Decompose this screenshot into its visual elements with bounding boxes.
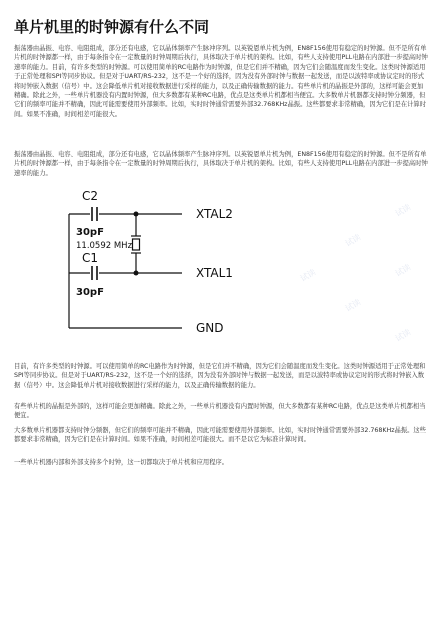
paragraph-rc-clock: 目前，有许多类型的时钟源。可以使用简单的RC电路作为时钟源，但是它们并不精确，因为它们会随温度而发生变化。这类时钟源适用于正常处理和SPI等同步协议。但是对于UART/RS-232，这不是一个好的选择，因为没有外部时钟与数据一起发送，而是以波特率或协议定时的形式将时钟嵌入数据（信号）中。这会降低单片机对接收数据进行采样的能力，以及正确传输数据的能力。 [14, 363, 426, 389]
c1-label: C1 [82, 251, 99, 265]
c1-value: 30pF [76, 287, 104, 298]
crystal-body [133, 239, 140, 250]
watermark: 试读 [393, 262, 413, 279]
watermark: 试读 [343, 297, 363, 314]
gnd-label: GND [196, 321, 224, 335]
c2-label: C2 [82, 189, 99, 203]
paragraph-clock-divider: 大多数单片机器都支持时钟分频器，但它们的频率可能并不精确，因此可能需要使用外部频率。比如，实时时钟通常需要外部32.768KHz晶振。这些都要求非常精确，因为它们是在计算时间。如果不准确，时间相差可能很大。而不是以它为标准计算时间。 [14, 427, 427, 444]
watermark: 试读 [393, 202, 413, 219]
watermark: 试读 [298, 267, 318, 284]
crystal-oscillator-circuit [14, 180, 434, 360]
paragraph-multiple-clocks: 一些单片机器内部和外部支持多个时钟，这一切都取决于单片机和应用程序。 [14, 459, 229, 466]
node-bottom [134, 271, 139, 276]
c2-value: 30pF [76, 227, 104, 238]
paragraph-external-crystal: 有些单片机的晶振是外部的，这样可能会更加精确。除此之外，一些单片机器没有内置时钟源，但大多数都有某种RC电路，优点是这类单片机都相当便宜。 [14, 403, 426, 420]
watermark: 试读 [343, 232, 363, 249]
watermark: 试读 [393, 327, 413, 344]
paragraph-summary: 振荡器由晶振、电容、电阻组成，部分还有电感，它以晶体频率产生脉冲序列。以英锐恩单片机为例，EN8F156使用有稳定的时钟源。但不是所有单片机的时钟源都一样，由于每条指令在一定数量的时钟周期后执行，具体取决于单片机的架构。比如，有些人支持使用PLL电路在内部进一步提高时钟速率的能力。目前，有许多类型的时钟源。可以使用简单的RC电路作为时钟源，但是它们并不精确，因为它们会随温度而发生变化。这类时钟源适用于正常处理和SPI等同步协议。但是对于UART/RS-232，这不是一个好的选择，因为没有外部时钟与数据一起发送，而是以波特率或协议定时的形式将时钟嵌入数据（信号）中。这会降低单片机对接收数据进行采样的能力，以及正确传输数据的能力。有些单片机的晶振是外部的，这样可能会更加精确。除此之外，一些单片机器没有内置时钟源，但大多数都有某种RC电路，优点是这类单片机都相当便宜。大多数单片机器都支持时钟分频器，但它们的频率可能并不精确，因此可能需要使用外部频率。比如，实时时钟通常需要外部32.768KHz晶振。这些都要求非常精确，因为它们是在计算时间。如果不准确，时间相差可能很大。 [14, 45, 428, 118]
xtal1-label: XTAL1 [196, 266, 233, 280]
paragraph-oscillator: 振荡器由晶振、电容、电阻组成，部分还有电感，它以晶体频率产生脉冲序列。以英锐恩单片机为例，EN8F156使用有稳定的时钟源。但不是所有单片机的时钟源都一样，由于每条指令在一定数量的时钟周期后执行，具体取决于单片机的架构。比如，有些人支持使用PLL电路在内部进一步提高时钟速率的能力。 [14, 151, 428, 177]
crystal-frequency: 11.0592 MHz [76, 241, 133, 251]
xtal2-label: XTAL2 [196, 207, 233, 221]
page-title: 单片机里的时钟源有什么不同 [14, 18, 210, 36]
